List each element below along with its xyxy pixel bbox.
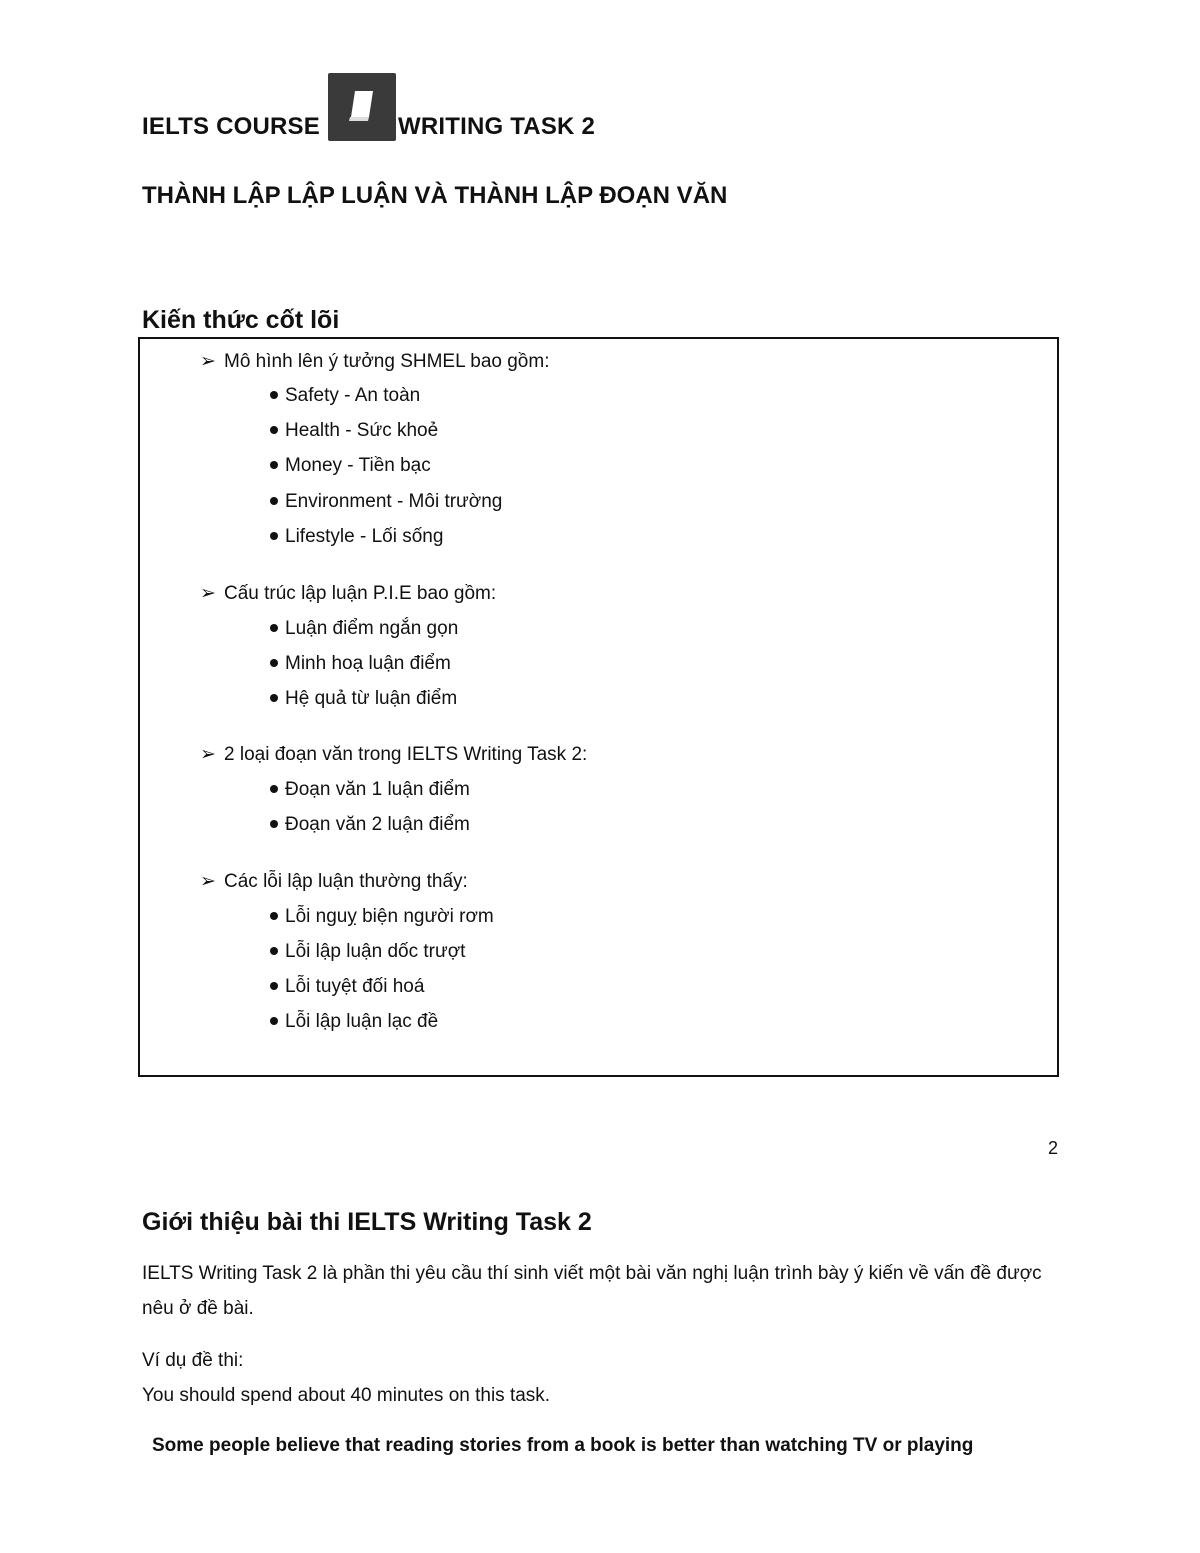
list-item-text: Đoạn văn 2 luận điểm (285, 814, 470, 835)
list-item-text: Money - Tiền bạc (285, 455, 431, 476)
task-label: WRITING TASK 2 (397, 112, 595, 140)
bullet-icon (270, 497, 278, 505)
section-label-text: Các lỗi lập luận thường thấy: (224, 871, 468, 892)
list-item-text: Health - Sức khoẻ (285, 420, 439, 441)
section-label-text: Cấu trúc lập luận P.I.E bao gồm: (224, 583, 497, 604)
bullet-icon (270, 912, 278, 920)
list-item (270, 779, 470, 801)
section-label-text: 2 loại đoạn văn trong IELTS Writing Task 2: (224, 744, 588, 765)
list-item (270, 941, 465, 963)
example-prompt: Some people believe that reading stories from a book is better than watching TV or playing (152, 1435, 974, 1456)
list-item-text: Minh hoạ luận điểm (285, 653, 451, 674)
list-item-text: Hệ quả từ luận điểm (285, 688, 458, 709)
list-item-text: Lỗi nguỵ biện người rơm (285, 906, 494, 927)
list-item (270, 618, 458, 640)
section-label (200, 870, 468, 893)
list-item-text: Luận điểm ngắn gọn (285, 618, 459, 639)
list-item-text: Lỗi tuyệt đối hoá (285, 976, 425, 997)
arrow-bullet-icon: ➢ (200, 871, 216, 892)
section-label (200, 743, 587, 766)
bullet-icon (270, 624, 278, 632)
bullet-icon (270, 391, 278, 399)
list-item (270, 491, 502, 513)
bullet-icon (270, 426, 278, 434)
document-subtitle: THÀNH LẬP LẬP LUẬN VÀ THÀNH LẬP ĐOẠN VĂN (142, 182, 728, 209)
bullet-icon (270, 820, 278, 828)
list-item (270, 420, 438, 442)
book-icon (328, 73, 396, 141)
list-item (270, 906, 494, 928)
list-item (270, 455, 431, 477)
section-label (200, 582, 496, 605)
core-knowledge-heading: Kiến thức cốt lõi (142, 306, 340, 334)
bullet-icon (270, 461, 278, 469)
section-label (200, 350, 549, 373)
bullet-icon (270, 785, 278, 793)
list-item-text: Safety - An toàn (285, 385, 421, 406)
list-item-text: Đoạn văn 1 luận điểm (285, 779, 470, 800)
arrow-bullet-icon: ➢ (200, 583, 216, 604)
list-item-text: Environment - Môi trường (285, 491, 503, 512)
course-label: IELTS COURSE (142, 112, 320, 140)
list-item (270, 526, 443, 548)
list-item-text: Lỗi lập luận lạc đề (285, 1011, 439, 1032)
list-item (270, 385, 420, 407)
bullet-icon (270, 694, 278, 702)
list-item (270, 653, 451, 675)
arrow-bullet-icon: ➢ (200, 351, 216, 372)
list-item (270, 814, 470, 836)
example-instruction: You should spend about 40 minutes on this task. (142, 1385, 551, 1406)
list-item-text: Lỗi lập luận dốc trượt (285, 941, 466, 962)
intro-heading: Giới thiệu bài thi IELTS Writing Task 2 (142, 1208, 592, 1236)
bullet-icon (270, 947, 278, 955)
intro-paragraph: IELTS Writing Task 2 là phần thi yêu cầu thí sinh viết một bài văn nghị luận trình bày ý kiến về vấn đề được nêu ở đề bài. (142, 1263, 1042, 1319)
page-number: 2 (1048, 1138, 1059, 1158)
list-item (270, 1011, 438, 1033)
document-title (142, 112, 595, 141)
list-item-text: Lifestyle - Lối sống (285, 526, 444, 547)
bullet-icon (270, 659, 278, 667)
list-item (270, 688, 457, 710)
bullet-icon (270, 982, 278, 990)
section-label-text: Mô hình lên ý tưởng SHMEL bao gồm: (224, 351, 550, 372)
bullet-icon (270, 1017, 278, 1025)
bullet-icon (270, 532, 278, 540)
list-item (270, 976, 424, 998)
example-label: Ví dụ đề thi: (142, 1350, 244, 1371)
arrow-bullet-icon: ➢ (200, 744, 216, 765)
